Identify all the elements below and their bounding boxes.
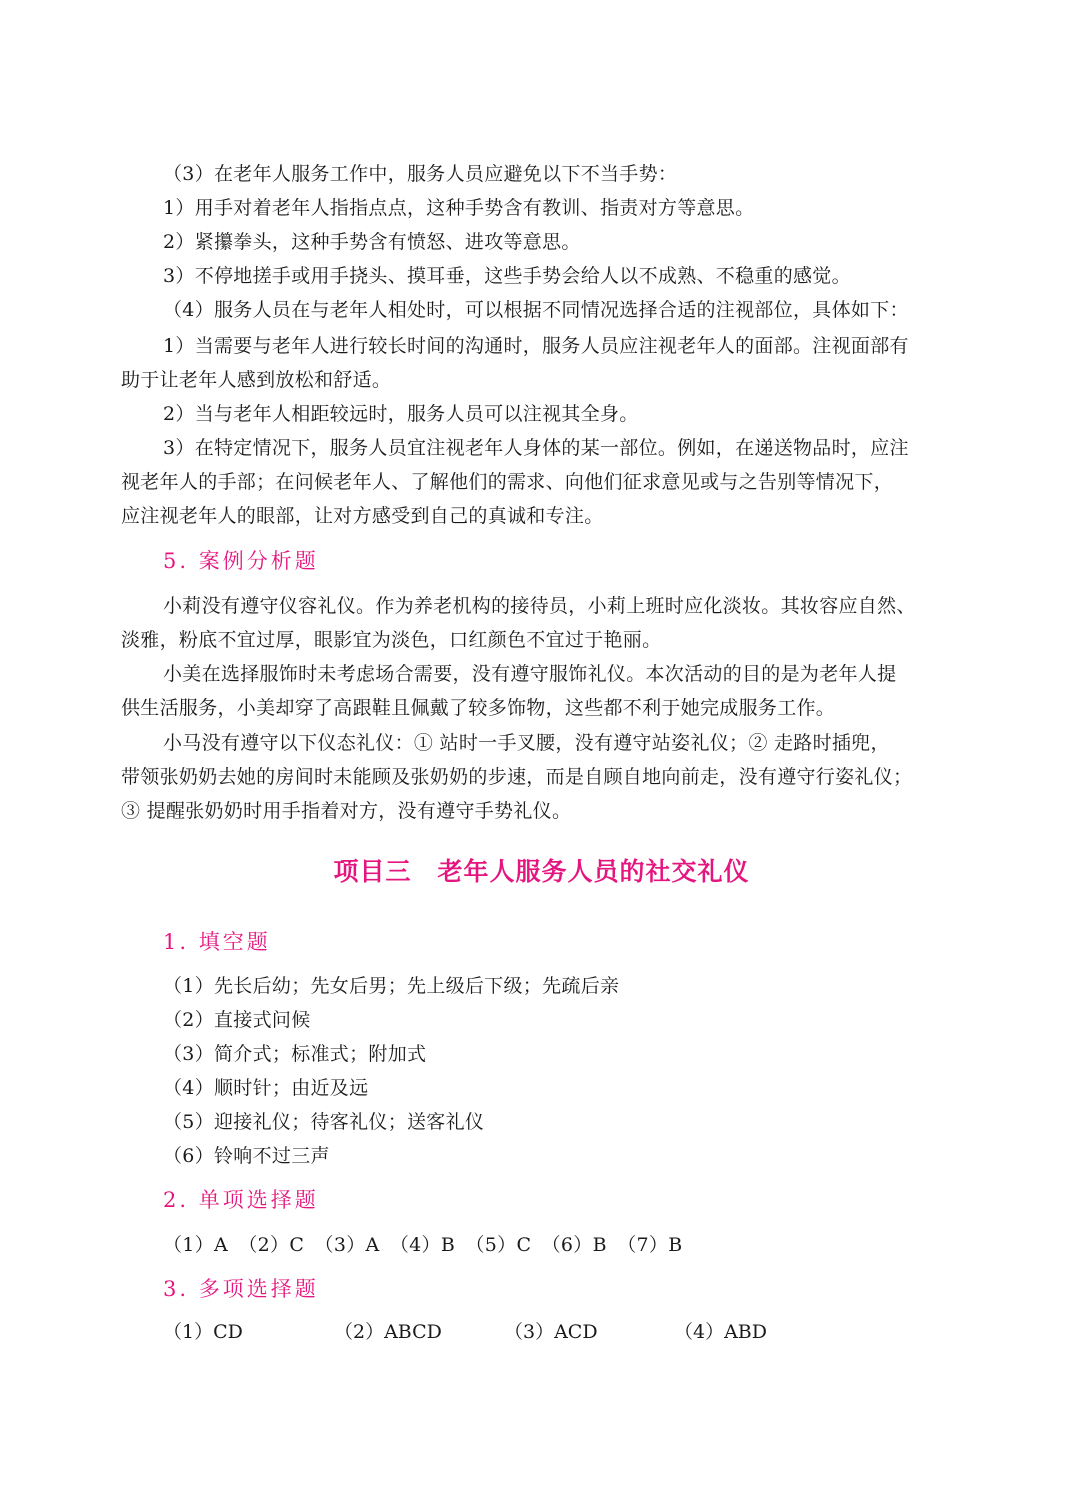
answer-item: （2）ABCD	[334, 1321, 442, 1343]
answer-item: （3）ACD	[504, 1321, 598, 1343]
section-heading-single: 2. 单项选择题	[163, 1188, 319, 1212]
answer-line: （5）迎接礼仪；待客礼仪；送客礼仪	[163, 1111, 485, 1133]
paragraph-line: （3）在老年人服务工作中，服务人员应避免以下不当手势：	[163, 163, 678, 185]
answer-line: （1）A （2）C （3）A （4）B （5）C （6）B （7）B	[163, 1234, 683, 1256]
answer-line: （3）简介式；标准式；附加式	[163, 1043, 427, 1065]
paragraph-line: 淡雅，粉底不宜过厚，眼影宜为淡色，口红颜色不宜过于艳丽。	[121, 629, 662, 651]
paragraph-line: 3）不停地搓手或用手挠头、摸耳垂，这些手势会给人以不成熟、不稳重的感觉。	[163, 265, 851, 287]
answer-line: （1）先长后幼；先女后男；先上级后下级；先疏后亲	[163, 975, 620, 997]
paragraph-line: （4）服务人员在与老年人相处时，可以根据不同情况选择合适的注视部位，具体如下：	[163, 299, 909, 321]
paragraph-line: 助于让老年人感到放松和舒适。	[121, 369, 392, 391]
project-title: 项目三 老年人服务人员的社交礼仪	[333, 857, 750, 886]
paragraph-line: 小美在选择服饰时未考虑场合需要，没有遵守服饰礼仪。本次活动的目的是为老年人提	[163, 663, 897, 685]
paragraph-line: 2）当与老年人相距较远时，服务人员可以注视其全身。	[163, 403, 639, 425]
paragraph-line: 供生活服务，小美却穿了高跟鞋且佩戴了较多饰物，这些都不利于她完成服务工作。	[121, 697, 836, 719]
section-heading-case: 5. 案例分析题	[163, 549, 319, 573]
paragraph-line: 1）当需要与老年人进行较长时间的沟通时，服务人员应注视老年人的面部。注视面部有	[163, 335, 909, 357]
section-heading-fill: 1. 填空题	[163, 930, 271, 954]
answer-item: （4）ABD	[674, 1321, 768, 1343]
answer-line: （6）铃响不过三声	[163, 1145, 330, 1167]
paragraph-line: 小莉没有遵守仪容礼仪。作为养老机构的接待员，小莉上班时应化淡妆。其妆容应自然、	[163, 595, 916, 617]
section-heading-multi: 3. 多项选择题	[163, 1277, 319, 1301]
paragraph-line: 1）用手对着老年人指指点点，这种手势含有教训、指责对方等意思。	[163, 197, 755, 219]
paragraph-line: ③ 提醒张奶奶时用手指着对方，没有遵守手势礼仪。	[121, 800, 572, 822]
paragraph-line: 2）紧攥拳头，这种手势含有愤怒、进攻等意思。	[163, 231, 581, 253]
paragraph-line: 小马没有遵守以下仪态礼仪：① 站时一手叉腰，没有遵守站姿礼仪；② 走路时插兜，	[163, 732, 890, 754]
answer-line: （4）顺时针；由近及远	[163, 1077, 369, 1099]
answer-item: （1）CD	[163, 1321, 243, 1343]
answer-line: （2）直接式问候	[163, 1009, 311, 1031]
paragraph-line: 带领张奶奶去她的房间时未能顾及张奶奶的步速，而是自顾自地向前走，没有遵守行姿礼仪；	[121, 766, 913, 788]
paragraph-line: 应注视老年人的眼部，让对方感受到自己的真诚和专注。	[121, 505, 604, 527]
paragraph-line: 视老年人的手部；在问候老年人、了解他们的需求、向他们征求意见或与之告别等情况下，	[121, 471, 894, 493]
paragraph-line: 3）在特定情况下，服务人员宜注视老年人身体的某一部位。例如，在递送物品时，应注	[163, 437, 909, 459]
